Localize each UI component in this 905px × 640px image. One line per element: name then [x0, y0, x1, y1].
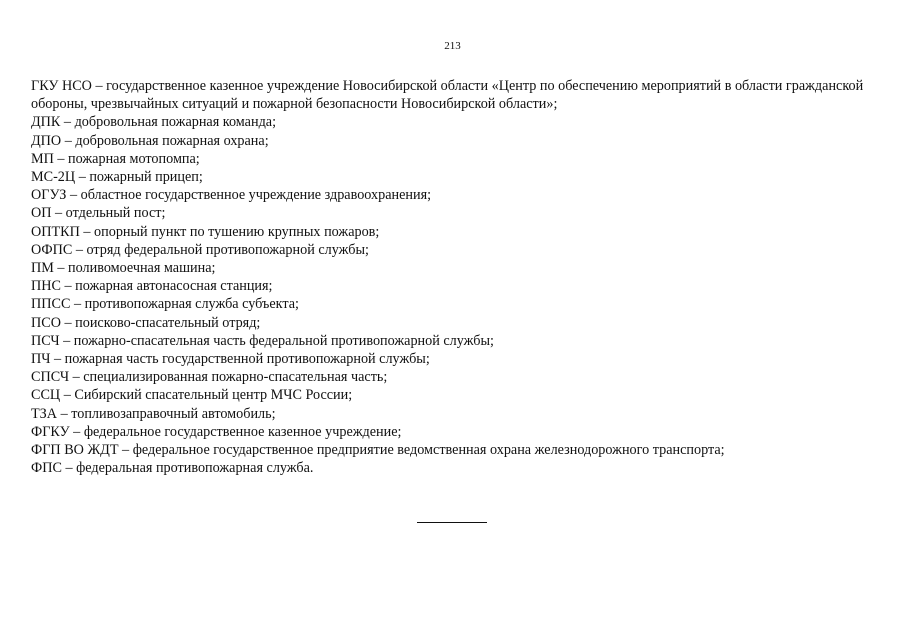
abbreviation-entry: ОП – отдельный пост; [31, 205, 166, 222]
abbreviation-entry: ППСС – противопожарная служба субъекта; [31, 296, 299, 313]
abbreviation-entry: ДПК – добровольная пожарная команда; [31, 114, 277, 131]
page-number: 213 [444, 40, 461, 52]
abbreviation-entry: ПЧ – пожарная часть государственной противопожарной службы; [31, 351, 430, 368]
end-of-section-rule [417, 522, 487, 523]
abbreviation-entry: СПСЧ – специализированная пожарно-спасательная часть; [31, 369, 388, 386]
abbreviation-entry: ФГКУ – федеральное государственное казенное учреждение; [31, 423, 402, 440]
abbreviation-entry: ССЦ – Сибирский спасательный центр МЧС России; [31, 387, 353, 404]
abbreviation-list [31, 77, 881, 477]
abbreviation-entry: ОФПС – отряд федеральной противопожарной службы; [31, 241, 369, 258]
abbreviation-entry: ТЗА – топливозаправочный автомобиль; [31, 405, 276, 422]
abbreviation-entry: ПСО – поисково-спасательный отряд; [31, 314, 261, 331]
abbreviation-entry: ПСЧ – пожарно-спасательная часть федеральной противопожарной службы; [31, 332, 494, 349]
abbreviation-entry: ГКУ НСО – государственное казенное учреждение Новосибирской области «Центр по обеспечению мероприятий в области гражданской обороны, чрезвычайных ситуаций и пожарной безопасности Новосибирской области»; [31, 78, 864, 113]
abbreviation-entry: ПНС – пожарная автонасосная станция; [31, 278, 273, 295]
abbreviation-entry: ФПС – федеральная противопожарная служба. [31, 460, 314, 477]
abbreviation-entry: МС-2Ц – пожарный прицеп; [31, 169, 203, 186]
abbreviation-entry: ДПО – добровольная пожарная охрана; [31, 132, 269, 149]
abbreviation-entry: ФГП ВО ЖДТ – федеральное государственное предприятие ведомственная охрана железнодорожного транспорта; [31, 442, 725, 459]
abbreviation-entry: ОГУЗ – областное государственное учреждение здравоохранения; [31, 187, 432, 204]
abbreviation-entry: ПМ – поливомоечная машина; [31, 260, 216, 277]
abbreviation-entry: ОПТКП – опорный пункт по тушению крупных пожаров; [31, 223, 380, 240]
abbreviation-entry: МП – пожарная мотопомпа; [31, 150, 200, 167]
